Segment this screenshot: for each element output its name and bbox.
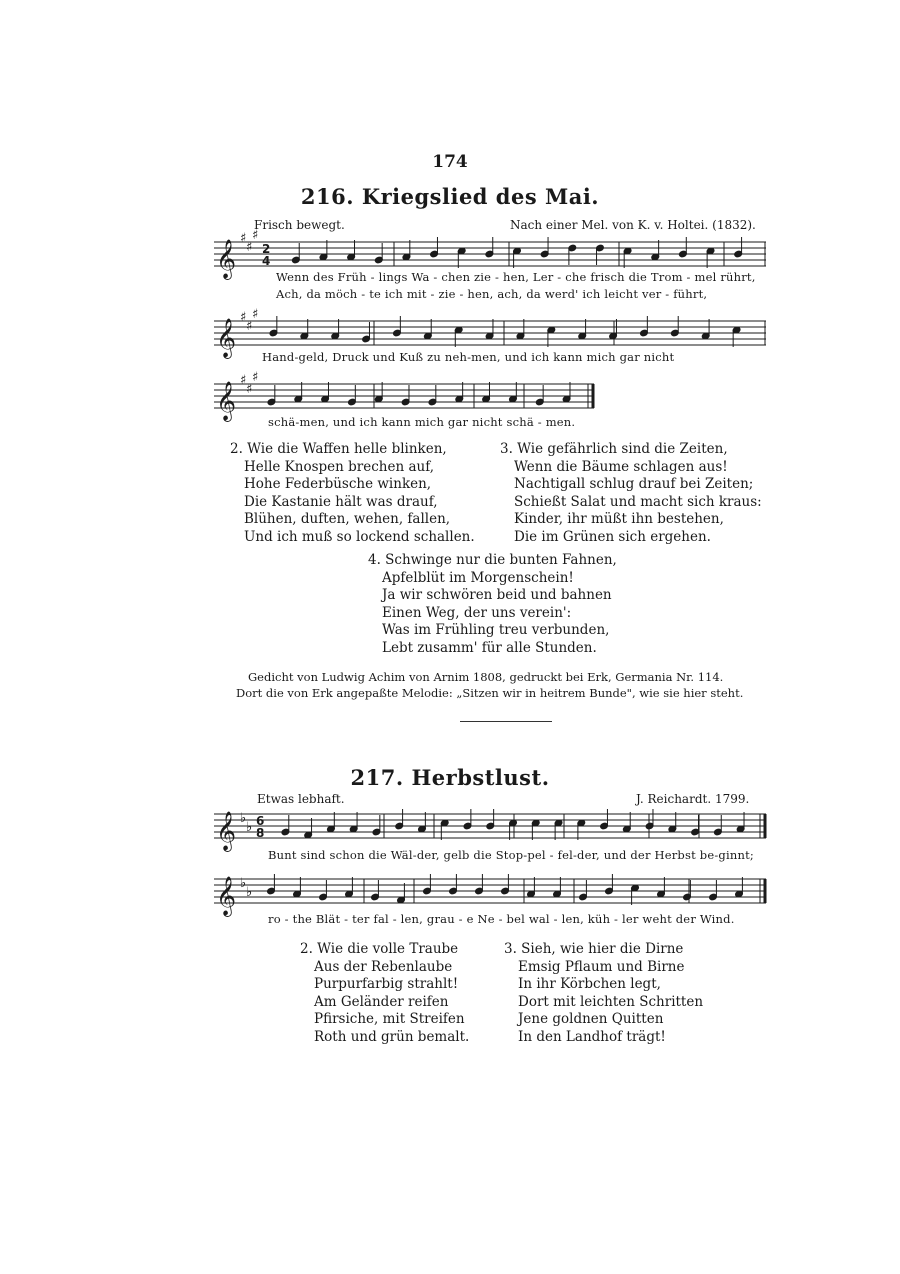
stanza [230,441,475,547]
treble-clef-icon: 𝄞 [216,811,237,851]
stanza-line: Schießt Salat und macht sich kraus: [514,493,762,510]
stanza-line: Helle Knospen brechen auf, [244,458,434,475]
stanza-line: Die Kastanie hält was drauf, [244,493,438,510]
treble-clef-icon: 𝄞 [216,381,237,421]
stanza-line: 3. Wie gefährlich sind die Zeiten, [500,441,728,457]
time-signature: 6 [256,814,265,828]
sharp-icon: ♯ [246,319,253,334]
section-divider [460,721,552,722]
stanza [500,441,762,547]
melody-source: Nach einer Mel. von K. v. Holtei. (1832). [510,218,756,232]
lyrics-line: Wenn des Früh - lings Wa - chen zie - hen, Ler - che frisch die Trom - mel rührt, [276,270,756,284]
stanza-line: Pfirsiche, mit Streifen [314,1011,465,1028]
stanza-line: Lebt zusamm' für alle Stunden. [382,639,597,656]
stanza-line: Kinder, ihr müßt ihn bestehen, [514,511,724,528]
stanza-line: Wenn die Bäume schlagen aus! [514,458,728,475]
sharp-icon: ♯ [240,231,247,246]
stanza-line: Aus der Rebenlaube [314,958,453,975]
song-216-title [0,184,900,209]
stanza-line: Dort mit leichten Schritten [518,993,704,1010]
time-signature: 2 [262,242,271,256]
sharp-icon: ♯ [240,310,247,325]
sharp-icon: ♯ [246,382,253,397]
credit-line: Gedicht von Ludwig Achim von Arnim 1808, gedruckt bei Erk, Germania Nr. 114. [248,670,724,684]
song-number: 217. [350,765,404,790]
lyrics-line: ro - the Blät - ter fal - len, grau - e Ne - bel wal - len, küh - ler weht der Wind. [268,912,735,926]
stanza-line: In den Landhof trägt! [518,1028,666,1045]
time-signature: 4 [262,254,271,268]
tempo-marking: Etwas lebhaft. [257,792,345,806]
lyrics-line: Ach, da möch - te ich mit - zie - hen, ach, da werd' ich leicht ver - führt, [276,287,708,301]
melody-source: J. Reichardt. 1799. [636,792,750,806]
sharp-icon: ♯ [240,373,247,388]
lyrics-line: Hand-geld, Druck und Kuß zu neh-men, und ich kann mich gar nicht [262,350,675,364]
stanza-line: 3. Sieh, wie hier die Dirne [504,941,684,957]
stanza-line: Jene goldnen Quitten [518,1011,664,1028]
stanza-line: Einen Weg, der uns verein': [382,604,572,621]
song-title: Herbstlust. [411,765,550,790]
stanza-line: Was im Frühling treu verbunden, [382,622,610,639]
stanza-line: Nachtigall schlug drauf bei Zeiten; [514,476,754,493]
stanza-line: Die im Grünen sich ergehen. [514,528,711,545]
stanza-line: Ja wir schwören beid und bahnen [382,587,612,604]
stanza [368,552,617,658]
stanza-line: Am Geländer reifen [314,993,449,1010]
stanza-line: In ihr Körbchen legt, [518,976,661,993]
flat-icon: ♭ [246,885,253,900]
tempo-marking: Frisch bewegt. [254,218,345,232]
song-number: 216. [300,184,355,209]
stanza-line: Apfelblüt im Morgenschein! [382,569,574,586]
music-staff [214,808,766,851]
stanza [504,941,703,1047]
page-number: 174 [432,152,468,172]
treble-clef-icon: 𝄞 [216,239,237,279]
credit-line: Dort die von Erk angepaßte Melodie: „Sitzen wir in heitrem Bunde", wie sie hier steht. [236,686,744,700]
music-staff [214,370,594,421]
lyrics-line: Bunt sind schon die Wäl-der, gelb die Stop-pel - fel-der, und der Herbst be-ginnt; [268,848,754,862]
song-217-title [0,765,900,790]
stanza-line: Hohe Federbüsche winken, [244,476,432,493]
time-signature: 8 [256,826,265,840]
sharp-icon: ♯ [252,228,259,243]
stanza-line: 2. Wie die volle Traube [300,941,459,957]
stanza-line: Purpurfarbig strahlt! [314,976,459,993]
flat-icon: ♭ [246,820,253,835]
sharp-icon: ♯ [252,370,259,385]
stanza-line: Blühen, duften, wehen, fallen, [244,511,451,528]
stanza-line: Roth und grün bemalt. [314,1028,470,1045]
lyrics-line: schä-men, und ich kann mich gar nicht schä - men. [268,415,576,429]
sharp-icon: ♯ [246,240,253,255]
sharp-icon: ♯ [252,307,259,322]
treble-clef-icon: 𝄞 [216,318,237,358]
stanza-line: 4. Schwinge nur die bunten Fahnen, [368,552,617,568]
stanza-line: Emsig Pflaum und Birne [518,958,685,975]
music-staff [214,873,766,916]
flat-icon: ♭ [240,811,247,826]
stanza [300,941,469,1047]
song-title: Kriegslied des Mai. [361,184,600,209]
flat-icon: ♭ [240,876,247,891]
treble-clef-icon: 𝄞 [216,876,237,916]
stanza-line: Und ich muß so lockend schallen. [244,528,475,545]
stanza-line: 2. Wie die Waffen helle blinken, [230,441,447,457]
